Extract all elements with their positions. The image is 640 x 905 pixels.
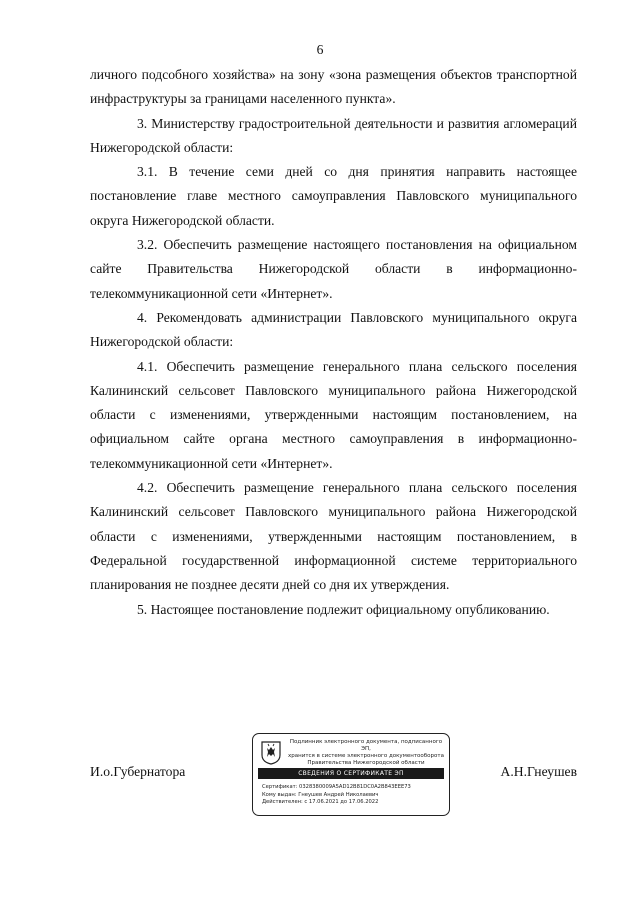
paragraph-item-3-1: 3.1. В течение семи дней со дня принятия направить настоящее постановление главе местного самоуправления Павловского муниципального округа Нижегородской области. xyxy=(90,164,577,228)
stamp-certificate-owner: Кому выдан: Гнеушев Андрей Николаевич xyxy=(262,791,379,798)
paragraph-item-4-1: 4.1. Обеспечить размещение генерального плана сельского поселения Калининский сельсовет Павловского муниципального района Нижегородской области с изменениями, утвержденными настоящим постановлением, на официальном сайте органа местного самоуправления в информационно-телекоммуникационной сети «Интернет». xyxy=(90,358,577,471)
signer-name: А.Н.Гнеушев xyxy=(500,764,577,779)
paragraph-item-5: 5. Настоящее постановление подлежит официальному опубликованию. xyxy=(137,601,550,617)
stamp-header-line: хранится в системе электронного документооборота xyxy=(288,753,444,759)
paragraph-item-3-2: 3.2. Обеспечить размещение настоящего постановления на официальном сайте Правительства Нижегородской области в информационно-телекоммуникационной сети «Интернет». xyxy=(90,237,577,301)
page-number: 6 xyxy=(316,42,324,57)
deer-emblem-icon xyxy=(261,741,281,765)
stamp-header-line: Правительства Нижегородской области xyxy=(307,760,425,766)
electronic-signature-stamp xyxy=(252,733,450,816)
stamp-header xyxy=(285,739,447,767)
paragraph-item-4: 4. Рекомендовать администрации Павловского муниципального округа Нижегородской области: xyxy=(90,309,577,350)
stamp-certificate-details xyxy=(262,784,411,807)
stamp-certificate-number: Сертификат: 0328380009A5AD12B81DC0A2B843EEE73 xyxy=(262,784,411,790)
paragraph-item-3: 3. Министерству градостроительной деятельности и развития агломераций Нижегородской области: xyxy=(90,115,577,155)
stamp-header-line: Подлинник электронного документа, подписанного ЭП, xyxy=(289,739,443,752)
document-body xyxy=(90,63,577,622)
stamp-certificate-validity: Действителен: с 17.06.2021 до 17.06.2022 xyxy=(262,799,379,806)
stamp-title-bar: СВЕДЕНИЯ О СЕРТИФИКАТЕ ЭП xyxy=(258,768,444,779)
paragraph-continuation: личного подсобного хозяйства» на зону «зона размещения объектов транспортной инфраструктуры за границами населенного пункта». xyxy=(90,67,577,107)
signer-position: И.о.Губернатора xyxy=(90,764,186,779)
paragraph-item-4-2: 4.2. Обеспечить размещение генерального плана сельского поселения Калининский сельсовет Павловского муниципального района Нижегородской области с изменениями, утвержденными настоящим постановлением, в Федеральной государственной информационной системе территориального планирования не позднее десяти дней со дня их утверждения. xyxy=(90,480,577,593)
